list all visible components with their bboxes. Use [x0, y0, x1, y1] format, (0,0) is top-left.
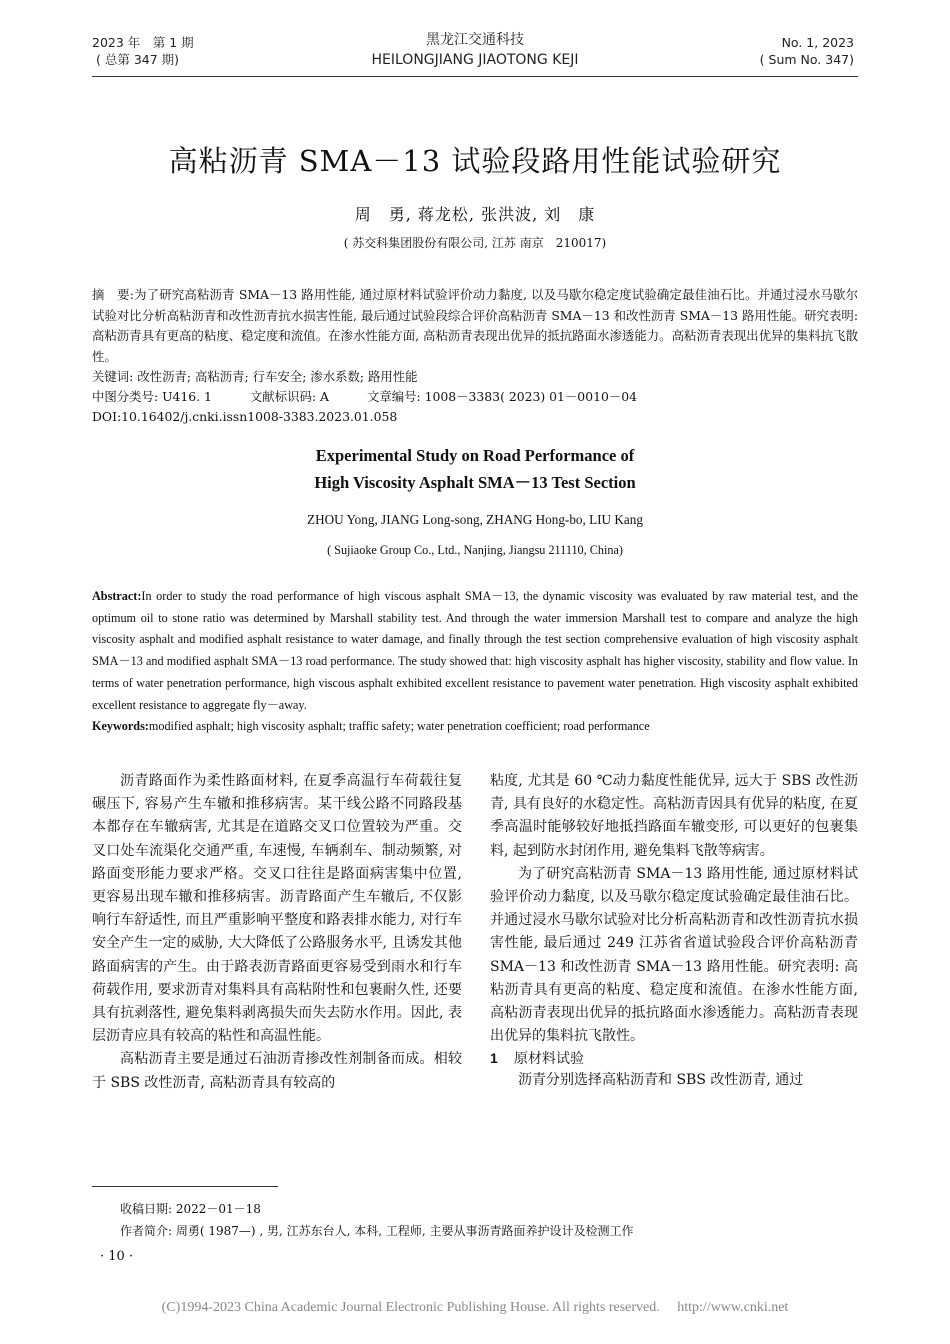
document-code: 文献标识码: A: [249, 389, 329, 404]
english-title: [0, 442, 950, 496]
english-keywords-text: modified asphalt; high viscosity asphalt; traffic safety; water penetration coefficient; road performance: [148, 719, 650, 734]
chinese-abstract: [92, 285, 858, 367]
header-divider: [92, 76, 858, 77]
article-number: 文章编号: 1008－3383( 2023) 01－0010－04: [366, 389, 637, 404]
header-number-line1: No. 1, 2023: [781, 35, 854, 50]
english-affiliation: ( Sujiaoke Group Co., Ltd., Nanjing, Jiangsu 211110, China): [327, 543, 623, 557]
clc-number: 中图分类号: U416. 1: [92, 389, 212, 404]
english-abstract-label: Abstract:: [92, 589, 142, 603]
english-abstract-block: [92, 586, 858, 738]
journal-name-cn: 黑龙江交通科技: [426, 32, 524, 48]
classification-line: [92, 387, 858, 407]
english-authors: ZHOU Yong, JIANG Long-song, ZHANG Hong-bo, LIU Kang: [307, 512, 643, 527]
english-title-line2: High Viscosity Asphalt SMA－13 Test Section: [314, 473, 636, 492]
footnotes: [120, 1198, 858, 1242]
header-number-line2: ( Sum No. 347): [759, 52, 854, 67]
footnote-divider: [92, 1186, 278, 1187]
paper-title: 高粘沥青 SMA－13 试验段路用性能试验研究: [168, 144, 782, 178]
english-title-line1: Experimental Study on Road Performance of: [315, 446, 635, 465]
header-issue-line1: 2023 年 第 1 期: [92, 35, 194, 50]
body-right-column: [490, 770, 858, 1093]
chinese-abstract-block: [92, 285, 858, 427]
english-abstract: [92, 586, 858, 716]
body-paragraph: 沥青分别选择高粘沥青和 SBS 改性沥青, 通过: [518, 1072, 804, 1089]
received-date: 收稿日期: 2022－01－18: [120, 1202, 261, 1216]
author-list: 周 勇, 蒋龙松, 张洪波, 刘 康: [354, 205, 596, 224]
header-issue-line2: ( 总第 347 期): [96, 52, 180, 67]
body-paragraph: 为了研究高粘沥青 SMA－13 路用性能, 通过原材料试验评价动力黏度, 以及马歇尔稳定度试验确定最佳油石比。并通过浸水马歇尔试验对比分析高粘沥青和改性沥青抗水损害性能, 最后通过 249 江苏省省道试验段合评价高粘沥青 SMA－13 和改性沥青 SMA－13 路用性能。研究表明: 高粘沥青具有更高的粘度、稳定度和流值。在渗水性能方面, 高粘沥青表现出优异的抵抗路面水渗透能力。高粘沥青表现出优异的集料抗飞散性。: [490, 865, 858, 1045]
copyright-watermark: (C)1994-2023 China Academic Journal Electronic Publishing House. All rights reserved. http://www.cnki.net: [161, 1300, 789, 1315]
journal-name-en: HEILONGJIANG JIAOTONG KEJI: [371, 52, 579, 68]
english-keywords: [92, 716, 858, 738]
keywords-cn: 关键词: 改性沥青; 高粘沥青; 行车安全; 渗水系数; 路用性能: [92, 369, 418, 384]
section-title: 原材料试验: [514, 1051, 584, 1068]
header-journal: [300, 30, 650, 70]
body-paragraph: 粘度, 尤其是 60 ℃动力黏度性能优异, 远大于 SBS 改性沥青, 具有良好的水稳定性。高粘沥青因具有优异的粘度, 在夏季高温时能够较好地抵挡路面车辙变形, 可以更好的包裹集料, 起到防水封闭作用, 避免集料飞散等病害。: [490, 773, 858, 859]
section-number: 1: [490, 1050, 498, 1067]
abstract-label: 摘 要:: [92, 287, 134, 302]
doi: DOI:10.16402/j.cnki.issn1008-3383.2023.01.058: [92, 409, 398, 424]
section-heading: [490, 1048, 858, 1069]
header-number: [760, 34, 854, 68]
body-left-column: [92, 770, 462, 1095]
abstract-text: 为了研究高粘沥青 SMA－13 路用性能, 通过原材料试验评价动力黏度, 以及马歇尔稳定度试验确定最佳油石比。并通过浸水马歇尔试验对比分析高粘沥青和改性沥青抗水损害性能, 最后通过试验段综合评价高粘沥青 SMA－13 和改性沥青 SMA－13 路用性能。研究表明: 高粘沥青具有更高的粘度、稳定度和流值。在渗水性能方面, 高粘沥青表现出优异的抵抗路面水渗透能力。高粘沥青表现出优异的集料抗飞散性。: [92, 287, 858, 364]
header-issue: [92, 34, 194, 68]
english-abstract-text: In order to study the road performance of high viscous asphalt SMA－13, the dynamic viscosity was evaluated by raw material test, and the optimum oil to stone ratio was determined by Marshall stability test. And through the water immersion Marshall test to compare and analyze the high viscosity asphalt and modified asphalt resistance to water damage, and finally through the test section comprehensive evaluation of high viscosity asphalt SMA－13 and modified asphalt SMA－13 road performance. The study showed that: high viscosity asphalt has higher viscosity, stability and flow value. In terms of water penetration performance, high viscous asphalt exhibited excellent resistance to pavement water penetration. High viscosity asphalt exhibited excellent resistance to aggregate fly－away.: [92, 589, 858, 712]
page-number: · 10 ·: [100, 1249, 134, 1264]
english-keywords-label: Keywords:: [92, 719, 149, 734]
author-bio: 作者简介: 周勇( 1987—) , 男, 江苏东台人, 本科, 工程师, 主要从事沥青路面养护设计及检测工作: [120, 1224, 634, 1238]
body-paragraph: 高粘沥青主要是通过石油沥青掺改性剂制备而成。相较于 SBS 改性沥青, 高粘沥青具有较高的: [92, 1051, 462, 1091]
affiliation: ( 苏交科集团股份有限公司, 江苏 南京 210017): [343, 236, 607, 250]
body-paragraph: 沥青路面作为柔性路面材料, 在夏季高温行车荷载往复碾压下, 容易产生车辙和推移病害。某干线公路不同路段基本都存在车辙病害, 尤其是在道路交叉口位置较为严重。交叉口处车流渠化交通严重, 车速慢, 车辆刹车、制动频繁, 对路面变形能力要求严格。交叉口往往是路面病害集中位置, 更容易出现车辙和推移病害。沥青路面产生车辙后, 不仅影响行车舒适性, 而且严重影响平整度和路表排水能力, 对行车安全产生一定的威胁, 大大降低了公路服务水平, 且诱发其他路面病害的产生。由于路表沥青路面更容易受到雨水和行车荷载作用, 要求沥青对集料具有高粘附性和包裹耐久性, 还要具有抗剥落性, 避免集料剥离损失而失去防水作用。因此, 表层沥青应具有较高的粘性和高温性能。: [92, 773, 462, 1045]
